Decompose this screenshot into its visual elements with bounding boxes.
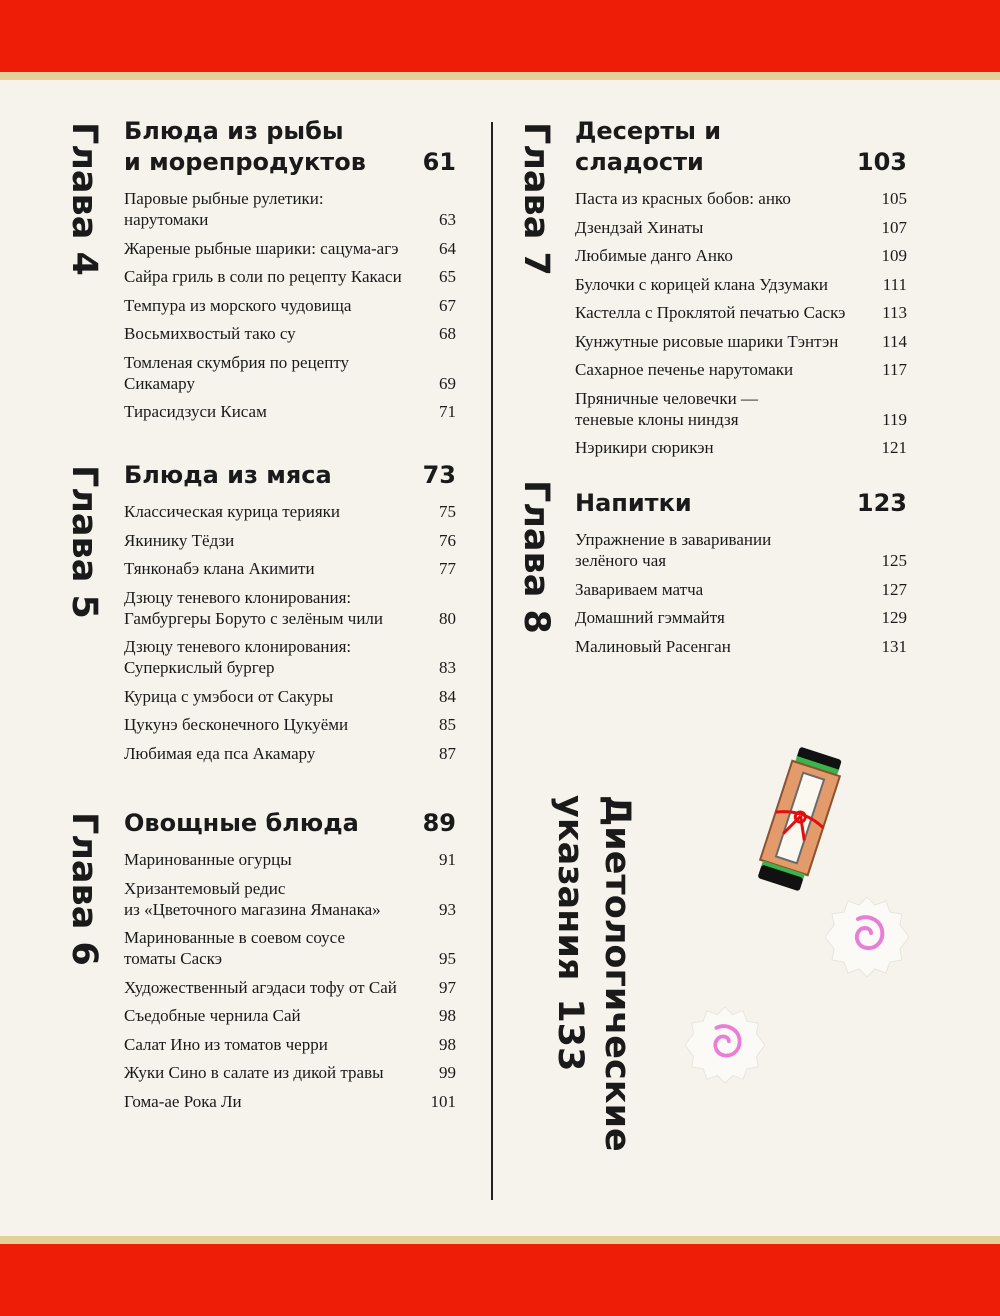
toc-entry[interactable] [124, 558, 456, 579]
chapter-6-heading[interactable] [124, 808, 456, 839]
entry-title: Любимая еда пса Акамару [124, 743, 316, 763]
entry-page: 109 [881, 246, 907, 265]
toc-entry[interactable] [575, 636, 907, 657]
entry-page: 76 [439, 530, 456, 550]
toc-entry[interactable] [575, 359, 907, 380]
toc-entry[interactable] [575, 217, 907, 238]
entry-page: 71 [439, 402, 456, 421]
chapter-page: 61 [422, 148, 456, 176]
toc-entry[interactable] [124, 714, 456, 735]
entry-page: 113 [882, 303, 907, 322]
chapter-5-section [124, 460, 456, 771]
chapter-title: Овощные блюда [124, 809, 359, 837]
chapter-5-heading[interactable] [124, 460, 456, 491]
toc-entry[interactable] [124, 1091, 456, 1112]
entry-page: 69 [439, 373, 456, 393]
entry-page: 121 [881, 438, 907, 457]
chapter-title: Блюда из рыбы и морепродуктов [124, 117, 366, 176]
entry-title: Гома-ае Рока Ли [124, 1091, 242, 1111]
dietary-title-line1: Диетологические [597, 795, 637, 1152]
toc-entry[interactable] [124, 849, 456, 870]
entry-title: Маринованные огурцы [124, 850, 292, 869]
entry-page: 98 [439, 1034, 456, 1054]
entry-page: 67 [439, 295, 456, 315]
toc-entry[interactable] [124, 743, 456, 764]
toc-entry[interactable] [575, 607, 907, 628]
toc-entry[interactable] [124, 530, 456, 551]
entry-page: 95 [439, 949, 456, 968]
entry-page: 65 [439, 267, 456, 286]
toc-entry[interactable] [124, 266, 456, 287]
chapter-6-section [124, 808, 456, 1119]
entry-title: Булочки с корицей клана Удзумаки [575, 274, 828, 294]
toc-entry[interactable] [124, 686, 456, 707]
toc-entry[interactable] [124, 636, 456, 678]
entry-title: Дзендзай Хинаты [575, 217, 704, 237]
entry-page: 107 [881, 217, 907, 237]
toc-entry[interactable] [124, 352, 456, 394]
chapter-label-8: Глава 8 [516, 480, 556, 634]
entry-title: Якинику Тёдзи [124, 530, 235, 550]
toc-entry[interactable] [124, 401, 456, 422]
toc-entry[interactable] [575, 331, 907, 352]
entry-title: Нэрикири сюрикэн [575, 438, 714, 457]
entry-page: 127 [881, 579, 907, 599]
entry-page: 93 [439, 899, 456, 919]
entry-title: Упражнение в заваривании зелёного чая [575, 530, 772, 570]
entry-page: 114 [882, 331, 907, 351]
entry-title: Завариваем матча [575, 579, 704, 599]
entry-page: 77 [439, 559, 456, 578]
toc-entry[interactable] [124, 587, 456, 629]
entry-title: Жареные рыбные шарики: сацума-агэ [124, 238, 399, 258]
chapter-4-heading[interactable] [124, 116, 456, 178]
entry-title: Кунжутные рисовые шарики Тэнтэн [575, 331, 839, 351]
entry-title: Тянконабэ клана Акимити [124, 559, 315, 578]
entry-page: 63 [439, 210, 456, 229]
entry-page: 131 [881, 636, 907, 656]
dietary-page: 133 [550, 998, 590, 1072]
chapter-7-section [575, 116, 907, 466]
entry-title: Восьмихвостый тако су [124, 324, 296, 343]
toc-entry[interactable] [124, 1062, 456, 1083]
entry-title: Хризантемовый редис из «Цветочного магазина Яманака» [124, 878, 381, 919]
entry-page: 98 [439, 1006, 456, 1025]
toc-entry[interactable] [575, 302, 907, 323]
chapter-4-section [124, 116, 456, 430]
entry-title: Художественный агэдаси тофу от Сай [124, 977, 397, 997]
entry-title: Паровые рыбные рулетики: нарутомаки [124, 189, 324, 229]
entry-title: Малиновый Расенган [575, 636, 731, 656]
scroll-icon [745, 738, 855, 898]
toc-entry[interactable] [575, 529, 907, 571]
entry-page: 111 [882, 274, 907, 294]
entry-title: Жуки Сино в салате из дикой травы [124, 1063, 384, 1082]
entry-title: Сайра гриль в соли по рецепту Какаси [124, 267, 402, 286]
chapter-title: Десерты и сладости [575, 117, 722, 176]
narutomaki-icon [825, 895, 909, 979]
chapter-page: 73 [422, 461, 456, 489]
toc-entry[interactable] [575, 188, 907, 209]
toc-entry[interactable] [124, 295, 456, 316]
toc-entry[interactable] [124, 323, 456, 344]
entry-title: Дзюцу теневого клонирования: Суперкислый бургер [124, 637, 352, 677]
bottom-red-band [0, 1244, 1000, 1316]
column-divider [491, 122, 493, 1200]
entry-title: Любимые данго Анко [575, 246, 733, 265]
toc-entry[interactable] [575, 579, 907, 600]
entry-title: Сахарное печенье нарутомаки [575, 360, 794, 379]
entry-title: Кастелла с Проклятой печатью Саскэ [575, 303, 846, 322]
chapter-label-6: Глава 6 [64, 812, 104, 966]
entry-page: 125 [881, 551, 907, 570]
entry-title: Томленая скумбрия по рецепту Сикамару [124, 352, 350, 393]
entry-title: Курица с умэбоси от Сакуры [124, 686, 334, 706]
entry-title: Домашний гэммайтя [575, 608, 725, 627]
toc-entry[interactable] [124, 878, 456, 920]
toc-entry[interactable] [124, 927, 456, 969]
top-cream-stripe [0, 72, 1000, 80]
entry-page: 117 [882, 360, 907, 379]
toc-entry[interactable] [575, 274, 907, 295]
bottom-cream-stripe [0, 1236, 1000, 1244]
chapter-label-5: Глава 5 [64, 465, 104, 619]
entry-page: 105 [881, 189, 907, 208]
chapter-page: 89 [422, 809, 456, 837]
entry-title: Салат Ино из томатов черри [124, 1034, 328, 1054]
entry-page: 68 [439, 324, 456, 343]
entry-title: Съедобные чернила Сай [124, 1006, 301, 1025]
dietary-section[interactable] [546, 795, 640, 1152]
entry-page: 64 [439, 238, 456, 258]
entry-title: Тирасидзуси Кисам [124, 402, 267, 421]
entry-page: 80 [439, 608, 456, 628]
entry-title: Классическая курица терияки [124, 502, 340, 521]
narutomaki-icon [685, 1005, 765, 1085]
entry-title: Маринованные в соевом соусе томаты Саскэ [124, 928, 345, 968]
chapter-label-7: Глава 7 [516, 122, 556, 276]
chapter-page: 123 [856, 489, 907, 517]
entry-page: 129 [881, 608, 907, 627]
entry-page: 83 [439, 658, 456, 677]
chapter-title: Блюда из мяса [124, 461, 332, 489]
toc-entry[interactable] [124, 501, 456, 522]
entry-title: Темпура из морского чудовища [124, 295, 352, 315]
entry-page: 119 [882, 409, 907, 429]
toc-entry[interactable] [575, 388, 907, 430]
chapter-title: Напитки [575, 489, 692, 517]
entry-title: Цукунэ бесконечного Цукуёми [124, 715, 349, 734]
entry-page: 87 [439, 743, 456, 763]
toc-entry[interactable] [124, 977, 456, 998]
toc-entry[interactable] [124, 238, 456, 259]
entry-page: 85 [439, 715, 456, 734]
toc-entry[interactable] [124, 1005, 456, 1026]
chapter-8-heading[interactable] [575, 488, 907, 519]
entry-page: 91 [439, 850, 456, 869]
chapter-8-section [575, 488, 907, 664]
entry-page: 97 [439, 977, 456, 997]
toc-entry[interactable] [124, 188, 456, 230]
toc-entry[interactable] [575, 437, 907, 458]
entry-page: 99 [439, 1063, 456, 1082]
chapter-7-heading[interactable] [575, 116, 907, 178]
entry-title: Дзюцу теневого клонирования: Гамбургеры Боруто с зелёным чили [124, 587, 384, 628]
toc-entry[interactable] [124, 1034, 456, 1055]
entry-page: 84 [439, 686, 456, 706]
entry-title: Пряничные человечки — теневые клоны ниндзя [575, 388, 758, 429]
dietary-title-line2: указания [550, 795, 590, 981]
toc-entry[interactable] [575, 245, 907, 266]
chapter-label-4: Глава 4 [64, 122, 104, 276]
chapter-page: 103 [856, 148, 907, 176]
entry-page: 75 [439, 502, 456, 521]
entry-page: 101 [430, 1091, 456, 1111]
top-red-band [0, 0, 1000, 72]
entry-title: Паста из красных бобов: анко [575, 189, 791, 208]
